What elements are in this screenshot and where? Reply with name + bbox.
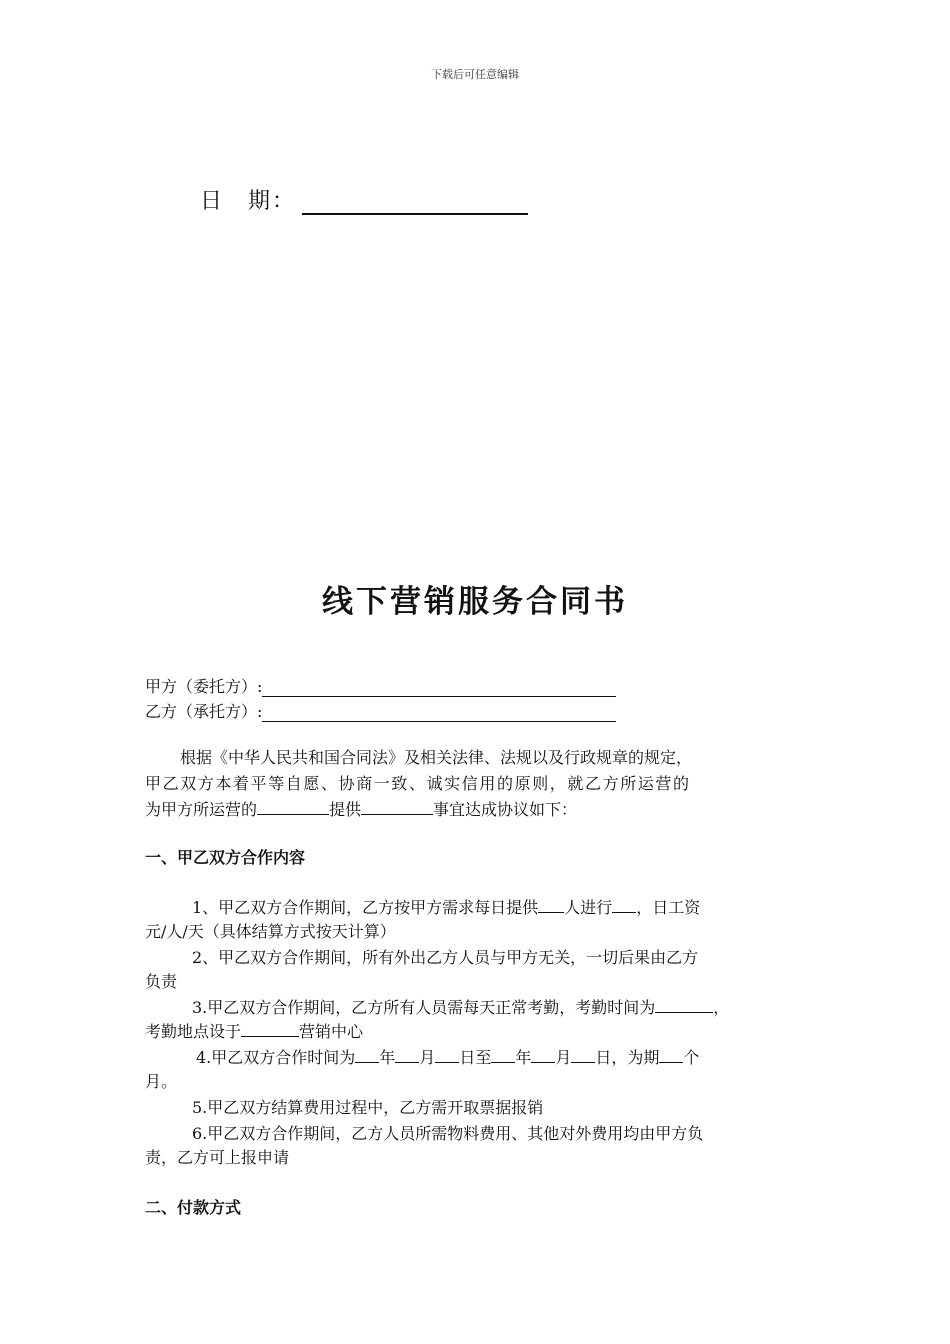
date-field <box>200 184 528 215</box>
item-2-line-2: 负责 <box>145 972 178 991</box>
item-5-line: 5.甲乙双方结算费用过程中，乙方需开取票据报销 <box>192 1098 544 1117</box>
intro-line-2: 甲乙双方本着平等自愿、协商一致、诚实信用的原则，就乙方所运营的 <box>145 774 691 793</box>
item-4-blank-end-day[interactable] <box>571 1047 595 1063</box>
intro-line-1: 根据《中华人民共和国合同法》及相关法律、法规以及行政规章的规定， <box>180 748 693 767</box>
party-b-blank[interactable] <box>262 706 616 722</box>
item-4-month-label-1: 月 <box>419 1048 436 1067</box>
item-3-blank-time[interactable] <box>655 997 713 1013</box>
intro-blank-1[interactable] <box>257 799 329 815</box>
item-4-blank-start-day[interactable] <box>435 1047 459 1063</box>
intro-text-b: 提供 <box>329 800 362 819</box>
header-note: 下载后可任意编辑 <box>431 68 519 81</box>
party-a-blank[interactable] <box>262 681 616 697</box>
item-1-text-c: ，日工资 <box>636 898 701 917</box>
item-3-text-c: 考勤地点设于 <box>145 1022 242 1041</box>
item-1-blank-count[interactable] <box>538 897 564 913</box>
item-4-blank-duration[interactable] <box>659 1047 683 1063</box>
item-1-line-2: 元/人/天（具体结算方式按天计算） <box>145 922 396 941</box>
item-4-month-unit: 个 <box>683 1048 700 1067</box>
section-1-heading: 一、甲乙双方合作内容 <box>145 848 306 867</box>
item-1-line-1 <box>192 896 700 920</box>
item-4-blank-start-month[interactable] <box>395 1047 419 1063</box>
item-4-blank-end-year[interactable] <box>491 1047 515 1063</box>
date-blank-line[interactable] <box>302 191 528 215</box>
intro-blank-2[interactable] <box>361 799 433 815</box>
item-4-day-end-label: 日，为期 <box>595 1048 660 1067</box>
item-2-line-1: 2、甲乙双方合作期间，所有外出乙方人员与甲方无关，一切后果由乙方 <box>192 948 699 967</box>
section-2-heading: 二、付款方式 <box>145 1198 242 1217</box>
item-3-text-a: 3.甲乙双方合作期间，乙方所有人员需每天正常考勤，考勤时间为 <box>192 998 656 1017</box>
item-3-line-1 <box>192 996 729 1020</box>
item-3-text-b: ， <box>713 998 730 1017</box>
item-4-text-a: 4.甲乙双方合作时间为 <box>196 1048 356 1067</box>
item-1-text-b: 人进行 <box>564 898 613 917</box>
item-4-day-to-label: 日至 <box>459 1048 492 1067</box>
party-a-label: 甲方（委托方）: <box>145 677 263 696</box>
item-4-blank-start-year[interactable] <box>355 1047 379 1063</box>
intro-line-3 <box>145 798 577 822</box>
item-4-year-label-1: 年 <box>379 1048 396 1067</box>
date-label: 日 期： <box>200 189 297 214</box>
party-b-row <box>145 699 616 722</box>
intro-text-a: 为甲方所运营的 <box>145 800 258 819</box>
item-4-blank-end-month[interactable] <box>531 1047 555 1063</box>
item-4-month-label-2: 月 <box>555 1048 572 1067</box>
intro-text-c: 事宜达成协议如下： <box>433 800 578 819</box>
item-4-line-1 <box>196 1046 699 1070</box>
party-a-row <box>145 674 616 697</box>
item-3-line-2 <box>145 1020 363 1044</box>
contract-title: 线下营销服务合同书 <box>322 584 628 620</box>
item-6-line-1: 6.甲乙双方合作期间，乙方人员所需物料费用、其他对外费用均由甲方负 <box>192 1124 704 1143</box>
item-1-text-a: 1、甲乙双方合作期间，乙方按甲方需求每日提供 <box>192 898 539 917</box>
item-3-blank-place[interactable] <box>241 1021 299 1037</box>
party-b-label: 乙方（承托方）: <box>145 702 263 721</box>
item-6-line-2: 责，乙方可上报申请 <box>145 1148 290 1167</box>
item-4-year-label-2: 年 <box>515 1048 532 1067</box>
item-1-blank-task[interactable] <box>612 897 636 913</box>
item-3-text-d: 营销中心 <box>299 1022 364 1041</box>
item-4-line-2: 月。 <box>145 1072 178 1091</box>
